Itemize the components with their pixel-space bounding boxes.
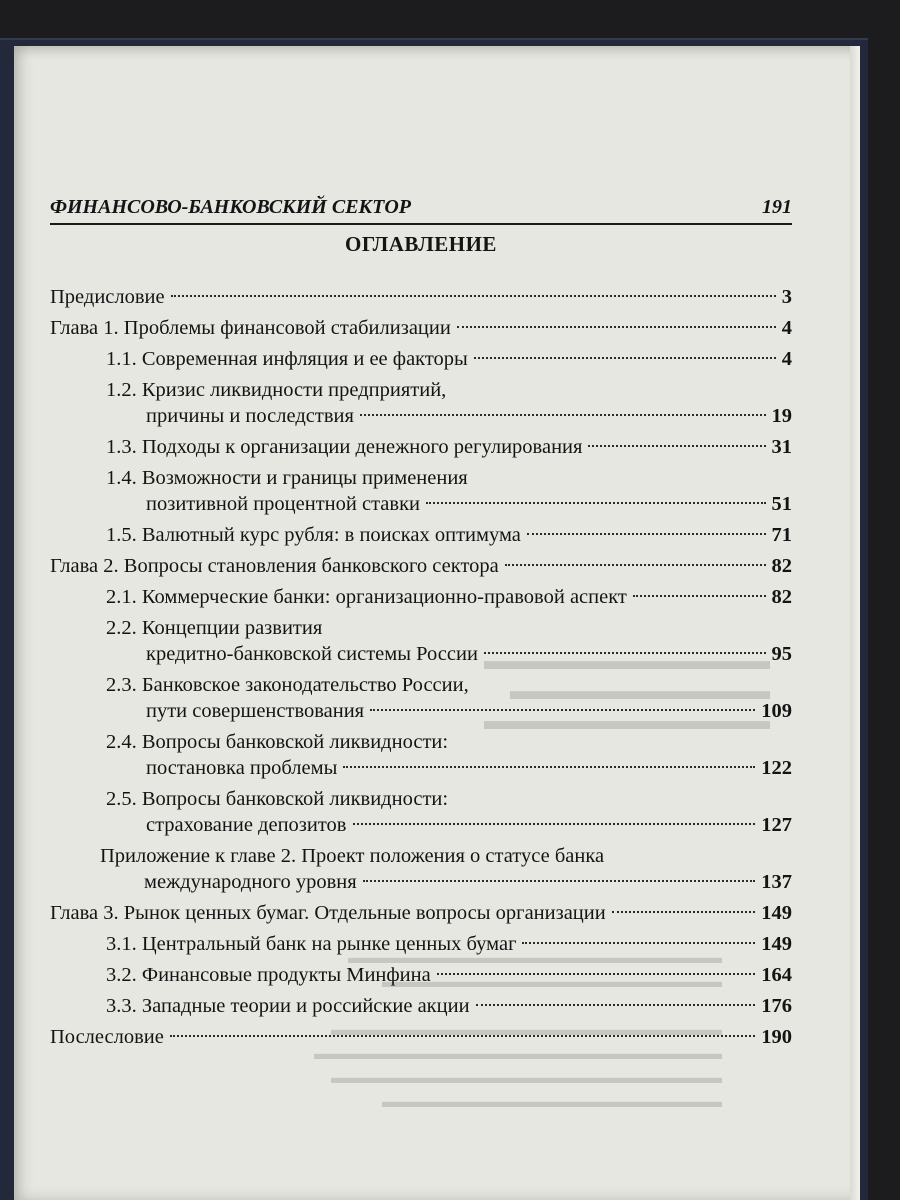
toc-entry-page: 164 bbox=[761, 964, 792, 986]
leader-dots bbox=[612, 911, 756, 913]
toc-entry-title: Глава 1. Проблемы финансовой стабилизации bbox=[50, 317, 451, 339]
running-title: ФИНАНСОВО-БАНКОВСКИЙ СЕКТОР bbox=[50, 196, 411, 218]
toc-entry-afterword[interactable] bbox=[50, 1024, 792, 1050]
leader-dots bbox=[505, 564, 766, 566]
toc-entry-page: 51 bbox=[771, 493, 792, 515]
leader-dots bbox=[171, 295, 776, 297]
toc-entry-page: 71 bbox=[771, 524, 792, 546]
toc-entry-title-line1: 1.2. Кризис ликвидности предприятий, bbox=[106, 379, 447, 401]
toc-entry-section-1-4[interactable] bbox=[50, 465, 792, 517]
toc-entry-title: 3.1. Центральный банк на рынке ценных бумаг bbox=[106, 933, 517, 955]
bleed-through: ▬▬▬▬▬▬▬▬▬▬▬ ▬▬▬▬▬▬▬▬▬▬ ▬▬▬▬▬▬▬▬▬▬▬ bbox=[484, 646, 770, 735]
leader-dots bbox=[527, 533, 766, 535]
toc-entry-page: 176 bbox=[761, 995, 792, 1017]
toc-entry-page: 19 bbox=[771, 405, 792, 427]
toc-entry-page: 3 bbox=[781, 286, 792, 308]
leader-dots bbox=[522, 942, 755, 944]
toc-entry-title-line1: 2.5. Вопросы банковской ликвидности: bbox=[106, 788, 449, 810]
toc-entry-title-line1: 1.4. Возможности и границы применения bbox=[106, 467, 468, 489]
toc-entry-section-1-2[interactable] bbox=[50, 377, 792, 429]
toc-entry-page: 82 bbox=[771, 586, 792, 608]
toc-entry-title: Предисловие bbox=[50, 286, 165, 308]
leader-dots bbox=[476, 1004, 756, 1006]
toc-entry-preface[interactable] bbox=[50, 284, 792, 310]
toc-entry-title: Глава 2. Вопросы становления банковского сектора bbox=[50, 555, 499, 577]
toc-entry-page: 137 bbox=[761, 871, 792, 893]
toc-entry-page: 4 bbox=[781, 348, 792, 370]
page-edge bbox=[850, 46, 860, 1200]
toc-entry-page: 149 bbox=[761, 902, 792, 924]
running-head bbox=[50, 196, 792, 225]
leader-dots bbox=[457, 326, 776, 328]
toc-entry-section-2-3[interactable] bbox=[50, 672, 792, 724]
leader-dots bbox=[484, 652, 766, 654]
toc-entry-title: 3.2. Финансовые продукты Минфина bbox=[106, 964, 431, 986]
toc-entry-page: 4 bbox=[781, 317, 792, 339]
book-page bbox=[14, 46, 860, 1200]
toc-entry-section-1-1[interactable] bbox=[50, 346, 792, 372]
toc-entry-chapter-1[interactable] bbox=[50, 315, 792, 341]
toc-entry-title-line2: международного уровня bbox=[144, 871, 357, 893]
toc-entry-section-1-3[interactable] bbox=[50, 434, 792, 460]
leader-dots bbox=[343, 766, 755, 768]
leader-dots bbox=[437, 973, 756, 975]
leader-dots bbox=[633, 595, 766, 597]
toc-entry-title-line2: постановка проблемы bbox=[146, 757, 338, 779]
toc-entry-page: 127 bbox=[761, 814, 792, 836]
toc-entry-section-2-1[interactable] bbox=[50, 584, 792, 610]
toc-entry-title-line1: 2.2. Концепции развития bbox=[106, 617, 323, 639]
toc-entry-section-1-5[interactable] bbox=[50, 522, 792, 548]
toc-entry-section-2-2[interactable] bbox=[50, 615, 792, 667]
toc-entry-title-line2: страхование депозитов bbox=[146, 814, 347, 836]
toc-entry-section-2-5[interactable] bbox=[50, 786, 792, 838]
toc-entry-page: 149 bbox=[761, 933, 792, 955]
toc-entry-title-line1: 2.3. Банковское законодательство России, bbox=[106, 674, 469, 696]
toc-entry-page: 82 bbox=[771, 555, 792, 577]
toc-entry-title-line2: кредитно-банковской системы России bbox=[146, 643, 478, 665]
toc-entry-title: 3.3. Западные теории и российские акции bbox=[106, 995, 470, 1017]
leader-dots bbox=[370, 709, 755, 711]
toc-entry-appendix-ch2[interactable] bbox=[50, 843, 792, 895]
toc-entry-title: 1.5. Валютный курс рубля: в поисках оптимума bbox=[106, 524, 521, 546]
toc-entry-title: 1.1. Современная инфляция и ее факторы bbox=[106, 348, 468, 370]
toc-entry-title: 2.1. Коммерческие банки: организационно-правовой аспект bbox=[106, 586, 627, 608]
leader-dots bbox=[170, 1035, 755, 1037]
toc-entry-page: 122 bbox=[761, 757, 792, 779]
toc-entry-title: Послесловие bbox=[50, 1026, 164, 1048]
toc-entry-section-3-2[interactable] bbox=[50, 962, 792, 988]
toc-entry-page: 190 bbox=[761, 1026, 792, 1048]
toc-entry-title-line1: Приложение к главе 2. Проект положения о статусе банка bbox=[100, 845, 605, 867]
toc-entry-page: 95 bbox=[771, 643, 792, 665]
leader-dots bbox=[426, 502, 765, 504]
page-number: 191 bbox=[762, 196, 792, 218]
table-of-contents bbox=[50, 284, 792, 1055]
toc-entry-title-line2: позитивной процентной ставки bbox=[146, 493, 421, 515]
toc-entry-page: 109 bbox=[761, 700, 792, 722]
leader-dots bbox=[363, 880, 756, 882]
toc-entry-section-3-1[interactable] bbox=[50, 931, 792, 957]
leader-dots bbox=[360, 414, 766, 416]
toc-title: ОГЛАВЛЕНИЕ bbox=[345, 232, 497, 256]
leader-dots bbox=[588, 445, 765, 447]
bleed-through-imprint: ▬▬▬▬▬▬▬▬▬▬▬▬▬▬▬▬▬▬▬▬▬▬ ▬▬▬▬▬▬▬▬▬▬▬▬▬▬▬▬▬▬▬▬ ▬▬▬▬▬▬▬▬▬▬▬▬▬▬▬▬▬▬▬▬▬▬▬ ▬▬▬▬▬▬▬▬▬▬▬▬▬▬▬▬▬▬▬▬▬▬▬▬ ▬▬▬▬▬▬▬▬▬▬▬▬▬▬▬▬▬▬▬▬▬▬▬ ▬▬▬▬▬▬▬▬▬▬▬▬▬▬▬▬▬▬▬▬ bbox=[314, 948, 722, 1111]
toc-entry-title: Глава 3. Рынок ценных бумаг. Отдельные вопросы организации bbox=[50, 902, 606, 924]
leader-dots bbox=[474, 357, 776, 359]
toc-entry-title-line1: 2.4. Вопросы банковской ликвидности: bbox=[106, 731, 449, 753]
toc-entry-chapter-2[interactable] bbox=[50, 553, 792, 579]
toc-entry-title-line2: причины и последствия bbox=[146, 405, 354, 427]
toc-entry-section-2-4[interactable] bbox=[50, 729, 792, 781]
leader-dots bbox=[353, 823, 756, 825]
toc-entry-section-3-3[interactable] bbox=[50, 993, 792, 1019]
toc-entry-title-line2: пути совершенствования bbox=[146, 700, 365, 722]
toc-entry-page: 31 bbox=[771, 436, 792, 458]
toc-entry-chapter-3[interactable] bbox=[50, 900, 792, 926]
toc-entry-title: 1.3. Подходы к организации денежного регулирования bbox=[106, 436, 583, 458]
